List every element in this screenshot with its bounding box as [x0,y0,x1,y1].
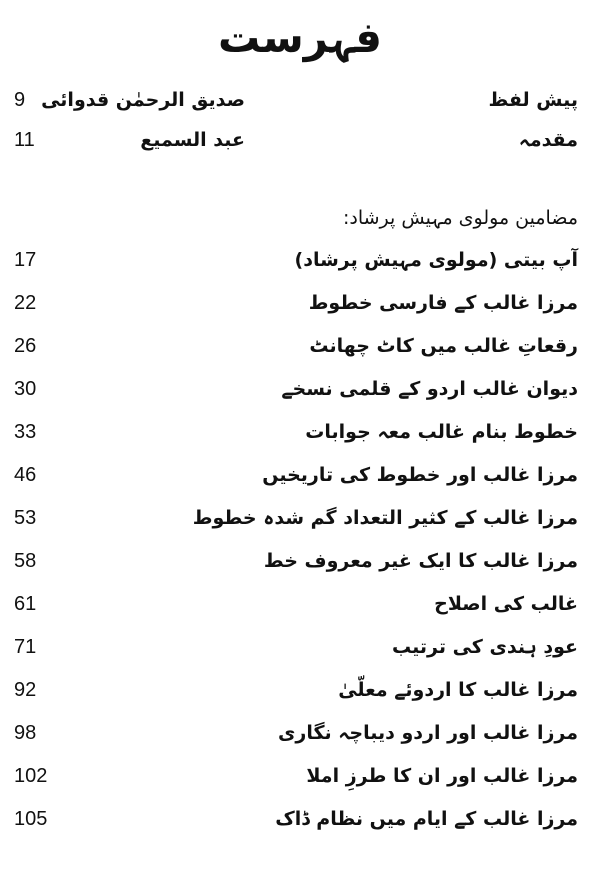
toc-row [0,498,600,538]
page-number: 58 [14,550,37,572]
page-number: 9 [14,89,26,111]
toc-row [0,326,600,366]
page-number: 17 [14,249,37,271]
toc-row [0,756,600,796]
toc-row [0,584,600,624]
entry-title: آپ بیتی (مولوی مہیش پرشاد) [294,249,578,271]
page-number: 105 [14,808,48,830]
page-number: 46 [14,464,37,486]
page-number: 33 [14,421,37,443]
toc-row [0,80,600,120]
page-number: 22 [14,292,37,314]
toc-row [0,670,600,710]
entry-title: مرزا غالب کے فارسی خطوط [308,292,578,314]
toc-row [0,455,600,495]
toc-row [0,283,600,323]
entry-title: مرزا غالب کا ایک غیر معروف خط [263,550,578,572]
page-number: 92 [14,679,37,701]
entry-title: خطوط بنام غالب معہ جوابات [305,421,578,443]
toc-row [0,412,600,452]
toc-row [0,713,600,753]
entry-author: عبد السمیع [140,129,245,151]
page-number: 53 [14,507,37,529]
entry-title: مرزا غالب اور خطوط کی تاریخیں [262,464,578,486]
toc-row [0,369,600,409]
entry-title: مرزا غالب کے کثیر التعداد گم شدہ خطوط [192,507,578,529]
toc-row [0,627,600,667]
page-title: فہرست [217,13,382,62]
entry-title: مرزا غالب اور اردو دیباچہ نگاری [277,722,578,744]
page-number: 71 [14,636,37,658]
toc-row [0,799,600,839]
page-number: 102 [14,765,48,787]
page-number: 30 [14,378,37,400]
entry-title: مرزا غالب کا اردوئے معلّیٰ [338,679,578,701]
entry-title: مرزا غالب کے ایام میں نظام ڈاک [275,808,578,830]
page-number: 11 [14,129,35,151]
toc-row [0,120,600,160]
toc-row [0,240,600,280]
entry-title: مقدمہ [518,129,578,151]
section-heading: مضامین مولوی مہیش پرشاد: [342,207,578,229]
page-number: 98 [14,722,37,744]
entry-title: غالب کی اصلاح [434,593,578,615]
entry-title: عودِ ہندی کی ترتیب [392,636,578,658]
entry-title: پیش لفظ [488,89,578,111]
entry-author: صدیق الرحمٰن قدوائی [41,89,245,111]
page-number: 26 [14,335,37,357]
entry-title: مرزا غالب اور ان کا طرزِ املا [306,765,578,787]
entry-title: دیوان غالب اردو کے قلمی نسخے [281,378,578,400]
page-number: 61 [14,593,37,615]
toc-row [0,541,600,581]
entry-title: رقعاتِ غالب میں کاٹ چھانٹ [309,335,578,357]
